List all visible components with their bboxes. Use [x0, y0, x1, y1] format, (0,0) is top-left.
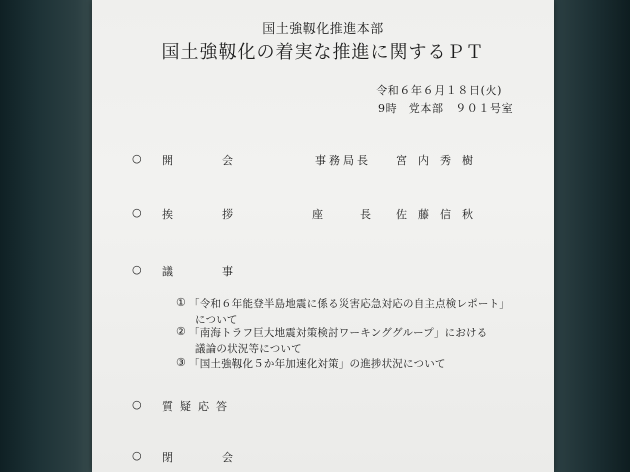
agenda-item-3-number: ③ — [176, 356, 186, 369]
opening-speaker-name-1: 宮 — [396, 154, 407, 167]
greeting-speaker-name-2: 藤 — [418, 208, 429, 221]
item-greeting-label-1: 挨 — [162, 208, 173, 221]
opening-speaker-name-2: 内 — [418, 154, 429, 167]
item-opening-label-1: 開 — [162, 154, 173, 167]
greeting-speaker-name-4: 秋 — [462, 208, 473, 221]
opening-speaker-role-4: 長 — [357, 154, 368, 167]
item-agenda-label-2: 事 — [222, 265, 233, 278]
item-agenda-bullet: ○ — [132, 263, 142, 276]
item-opening-label-2: 会 — [222, 154, 233, 167]
greeting-speaker-name-1: 佐 — [396, 208, 407, 221]
opening-speaker-name-4: 樹 — [462, 154, 473, 167]
greeting-speaker-role-1: 座 — [312, 208, 323, 221]
agenda-item-3-line-1: 「国土強靱化５か年加速化対策」の進捗状況について — [189, 358, 446, 370]
item-closing-bullet: ○ — [132, 449, 142, 462]
item-qa-bullet: ○ — [132, 398, 142, 411]
document-title: 国土強靱化の着実な推進に関するＰＴ — [161, 42, 485, 63]
meeting-date: 令和６年６月１８日(火) — [376, 84, 502, 97]
item-greeting-label-2: 拶 — [222, 208, 233, 221]
agenda-item-2-line-1: 「南海トラフ巨大地震対策検討ワーキンググループ」における — [189, 327, 488, 339]
meeting-time-place: 9時 党本部 ９０１号室 — [378, 102, 514, 115]
agenda-item-1-line-2: について — [195, 314, 238, 326]
opening-speaker-name-3: 秀 — [440, 154, 451, 167]
item-closing-label-2: 会 — [222, 451, 233, 464]
greeting-speaker-role-2: 長 — [360, 208, 371, 221]
document-sheet — [92, 0, 554, 472]
opening-speaker-role-3: 局 — [343, 154, 354, 167]
greeting-speaker-name-3: 信 — [440, 208, 451, 221]
opening-speaker-role-1: 事 — [315, 154, 326, 167]
item-agenda-label-1: 議 — [162, 265, 173, 278]
agenda-item-2-number: ② — [176, 325, 186, 338]
item-qa-label-2: 疑 — [180, 400, 191, 413]
opening-speaker-role-2: 務 — [329, 154, 340, 167]
item-opening-bullet: ○ — [132, 152, 142, 165]
organization-name: 国土強靱化推進本部 — [262, 22, 384, 37]
agenda-item-2-line-2: 議論の状況等について — [195, 343, 302, 355]
item-closing-label-1: 閉 — [162, 451, 173, 464]
item-qa-label-3: 応 — [198, 400, 209, 413]
agenda-item-1-number: ① — [176, 296, 186, 309]
agenda-item-1-line-1: 「令和６年能登半島地震に係る災害応急対応の自主点検レポート」 — [189, 298, 510, 310]
item-qa-label-4: 答 — [216, 400, 227, 413]
item-greeting-bullet: ○ — [132, 206, 142, 219]
item-qa-label-1: 質 — [162, 400, 173, 413]
